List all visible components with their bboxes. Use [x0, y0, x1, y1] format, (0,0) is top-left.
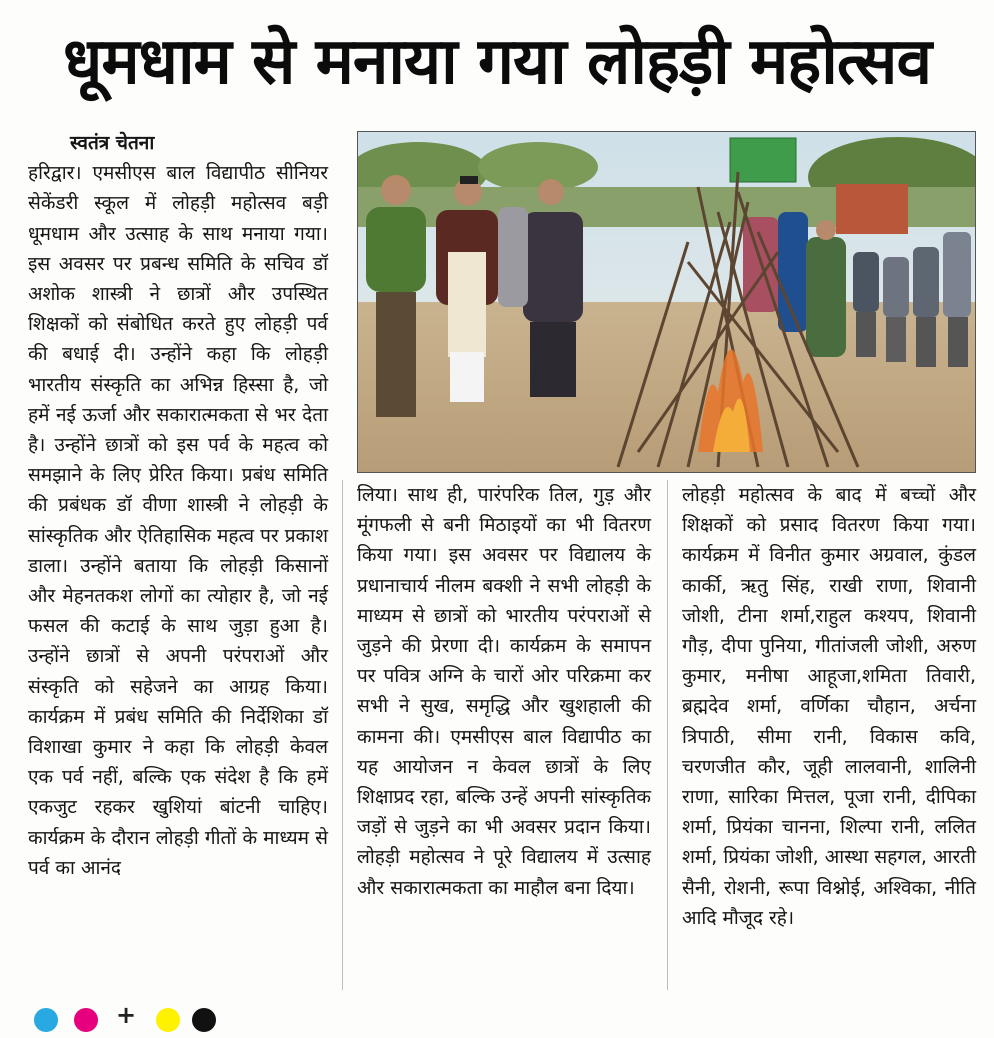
- yellow-dot: [156, 1008, 180, 1032]
- article-column-3: [682, 480, 976, 933]
- lohri-bonfire-photo: [357, 131, 976, 473]
- column-1-text: हरिद्वार। एमसीएस बाल विद्यापीठ सीनियर सेकेंडरी स्कूल में लोहड़ी महोत्सव बड़ी धूमधाम और उत्साह के साथ मनाया गया। इस अवसर पर प्रबन्ध समिति के सचिव डॉ अशोक शास्त्री ने छात्रों और उपस्थित शिक्षकों को संबोधित करते हुए लोहड़ी पर्व की बधाई दी। उन्होंने कहा कि लोहड़ी भारतीय संस्कृति का अभिन्न हिस्सा है, जो हमें नई ऊर्जा और सकारात्मकता से भर देता है। उन्होंने छात्रों को इस पर्व के महत्व को समझाने के लिए प्रेरित किया। प्रबंध समिति की प्रबंधक डॉ वीणा शास्त्री ने लोहड़ी के सांस्कृतिक और ऐतिहासिक महत्व पर प्रकाश डाला। उन्होंने बताया कि लोहड़ी किसानों और मेहनतकश लोगों का त्योहार है, जो नई फसल की कटाई के साथ जुड़ा हुआ है। उन्होंने छात्रों से अपनी परंपराओं और संस्कृति को सहेजने का आग्रह किया। कार्यक्रम में प्रबंध समिति की निर्देशिका डॉ विशाखा कुमार ने कहा कि लोहड़ी केवल एक पर्व नहीं, बल्कि एक संदेश है कि हमें एकजुट रहकर खुशियां बांटनी चाहिए। कार्यक्रम के दौरान लोहड़ी गीतों के माध्यम से पर्व का आनंद: [28, 162, 328, 879]
- column-3-text: लोहड़ी महोत्सव के बाद में बच्चों और शिक्षकों को प्रसाद वितरण किया गया। कार्यक्रम में विनीत कुमार अग्रवाल, कुंडल कार्की, ऋतु सिंह, राखी राणा, शिवानी जोशी, टीना शर्मा,राहुल कश्यप, शिवानी गौड़, दीपा पुनिया, गीतांजली जोशी, अरुण कुमार, मनीषा आहूजा,शमिता तिवारी, ब्रह्मदेव शर्मा, वर्णिका चौहान, अर्चना त्रिपाठी, सीमा रानी, विकास कवि, चरणजीत कौर, जूही लालवानी, शालिनी राणा, सारिका मित्तल, पूजा रानी, दीपिका शर्मा, प्रियंका चानना, शिल्पा रानी, ललित शर्मा, प्रियंका जोशी, आस्था सहगल, आरती सैनी, रोशनी, रूपा विश्नोई, अश्विका, नीति आदि मौजूद रहे।: [682, 484, 976, 929]
- black-dot: [192, 1008, 216, 1032]
- byline: स्वतंत्र चेतना: [70, 132, 155, 154]
- plus-mark: +: [116, 1001, 137, 1029]
- magenta-dot: [74, 1008, 98, 1032]
- cyan-dot: [34, 1008, 58, 1032]
- column-divider: [342, 480, 343, 990]
- article-column-2: [357, 480, 651, 903]
- article-column-1: [28, 128, 328, 883]
- column-2-text: लिया। साथ ही, पारंपरिक तिल, गुड़ और मूंगफली से बनी मिठाइयों का भी वितरण किया गया। इस अवसर पर विद्यालय के प्रधानाचार्य नीलम बक्शी ने सभी लोहड़ी के माध्यम से छात्रों को भारतीय परंपराओं से जुड़ने की प्रेरणा दी। कार्यक्रम के समापन पर पवित्र अग्नि के चारों ओर परिक्रमा कर सभी ने सुख, समृद्धि और खुशहाली की कामना की। एमसीएस बाल विद्यापीठ का यह आयोजन न केवल छात्रों के लिए शिक्षाप्रद रहा, बल्कि उन्हें अपनी सांस्कृतिक जड़ों से जुड़ने का भी अवसर प्रदान किया। लोहड़ी महोत्सव ने पूरे विद्यालय में उत्साह और सकारात्मकता का माहौल बना दिया।: [357, 484, 651, 899]
- column-divider: [667, 480, 668, 990]
- headline: धूमधाम से मनाया गया लोहड़ी महोत्सव: [62, 25, 932, 99]
